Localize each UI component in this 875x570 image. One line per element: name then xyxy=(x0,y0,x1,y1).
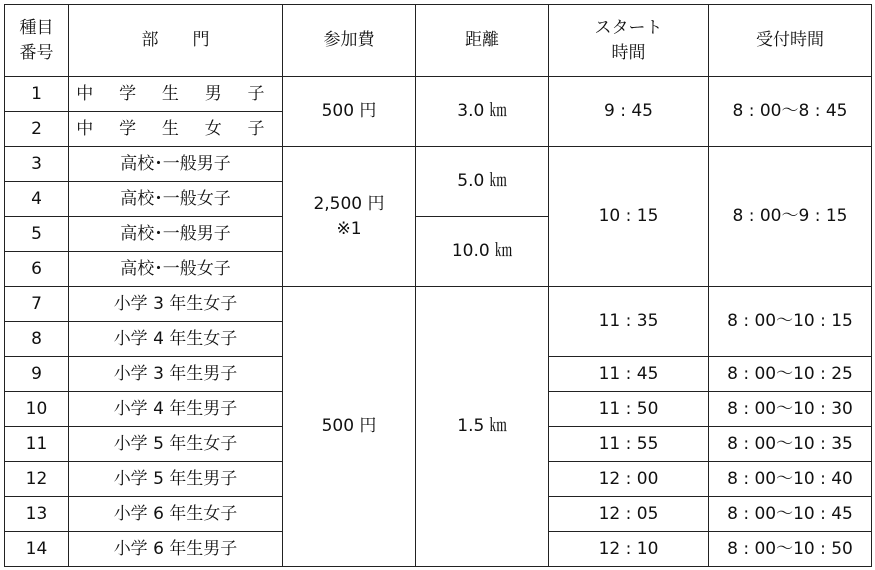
header-fee: 参加費 xyxy=(283,5,416,77)
table-row xyxy=(5,77,872,112)
start-time-cell: 11 : 55 xyxy=(549,427,709,462)
category-cell: 小学 4 年生男子 xyxy=(69,392,283,427)
event-number: 12 xyxy=(5,462,69,497)
distance-cell: 1.5 ㎞ xyxy=(416,287,549,567)
fee-cell: 500 円 xyxy=(283,287,416,567)
event-number: 4 xyxy=(5,182,69,217)
reception-time-cell: 8 : 00～10 : 30 xyxy=(709,392,872,427)
table-row xyxy=(5,287,872,322)
header-row xyxy=(5,5,872,77)
fee-cell: 500 円 xyxy=(283,77,416,147)
event-number: 8 xyxy=(5,322,69,357)
header-reception-time: 受付時間 xyxy=(709,5,872,77)
reception-time-cell: 8 : 00～8 : 45 xyxy=(709,77,872,147)
event-number: 7 xyxy=(5,287,69,322)
reception-time-cell: 8 : 00～10 : 45 xyxy=(709,497,872,532)
event-schedule-table xyxy=(4,4,872,567)
category-cell: 小学 5 年生男子 xyxy=(69,462,283,497)
category-cell: 高校･一般男子 xyxy=(69,217,283,252)
start-time-cell: 12 : 10 xyxy=(549,532,709,567)
category-cell: 小学 6 年生男子 xyxy=(69,532,283,567)
category-cell: 小学 5 年生女子 xyxy=(69,427,283,462)
event-number: 11 xyxy=(5,427,69,462)
event-number: 3 xyxy=(5,147,69,182)
reception-time-cell: 8 : 00～10 : 40 xyxy=(709,462,872,497)
distance-cell: 3.0 ㎞ xyxy=(416,77,549,147)
category-cell: 中 学 生 女 子 xyxy=(69,112,283,147)
header-start-time: スタート 時間 xyxy=(549,5,709,77)
start-time-cell: 12 : 05 xyxy=(549,497,709,532)
start-time-cell: 9 : 45 xyxy=(549,77,709,147)
fee-value: 2,500 円 xyxy=(313,193,385,214)
event-number: 5 xyxy=(5,217,69,252)
event-number: 13 xyxy=(5,497,69,532)
category-cell: 小学 6 年生女子 xyxy=(69,497,283,532)
category-cell: 中 学 生 男 子 xyxy=(69,77,283,112)
fee-note: ※1 xyxy=(336,218,362,239)
reception-time-cell: 8 : 00～10 : 50 xyxy=(709,532,872,567)
category-cell: 小学 3 年生男子 xyxy=(69,357,283,392)
category-cell: 高校･一般女子 xyxy=(69,182,283,217)
category-cell: 高校･一般女子 xyxy=(69,252,283,287)
start-time-cell: 12 : 00 xyxy=(549,462,709,497)
event-number: 14 xyxy=(5,532,69,567)
table-row xyxy=(5,147,872,182)
category-cell: 小学 3 年生女子 xyxy=(69,287,283,322)
event-number: 1 xyxy=(5,77,69,112)
start-time-cell: 10 : 15 xyxy=(549,147,709,287)
start-time-cell: 11 : 45 xyxy=(549,357,709,392)
header-distance: 距離 xyxy=(416,5,549,77)
event-number: 10 xyxy=(5,392,69,427)
distance-cell: 5.0 ㎞ xyxy=(416,147,549,217)
distance-cell: 10.0 ㎞ xyxy=(416,217,549,287)
category-cell: 高校･一般男子 xyxy=(69,147,283,182)
header-event-number: 種目 番号 xyxy=(5,5,69,77)
reception-time-cell: 8 : 00～9 : 15 xyxy=(709,147,872,287)
header-category: 部 門 xyxy=(69,5,283,77)
category-cell: 小学 4 年生女子 xyxy=(69,322,283,357)
reception-time-cell: 8 : 00～10 : 15 xyxy=(709,287,872,357)
reception-time-cell: 8 : 00～10 : 25 xyxy=(709,357,872,392)
event-number: 6 xyxy=(5,252,69,287)
reception-time-cell: 8 : 00～10 : 35 xyxy=(709,427,872,462)
start-time-cell: 11 : 35 xyxy=(549,287,709,357)
event-number: 2 xyxy=(5,112,69,147)
start-time-cell: 11 : 50 xyxy=(549,392,709,427)
event-number: 9 xyxy=(5,357,69,392)
fee-cell xyxy=(283,147,416,287)
